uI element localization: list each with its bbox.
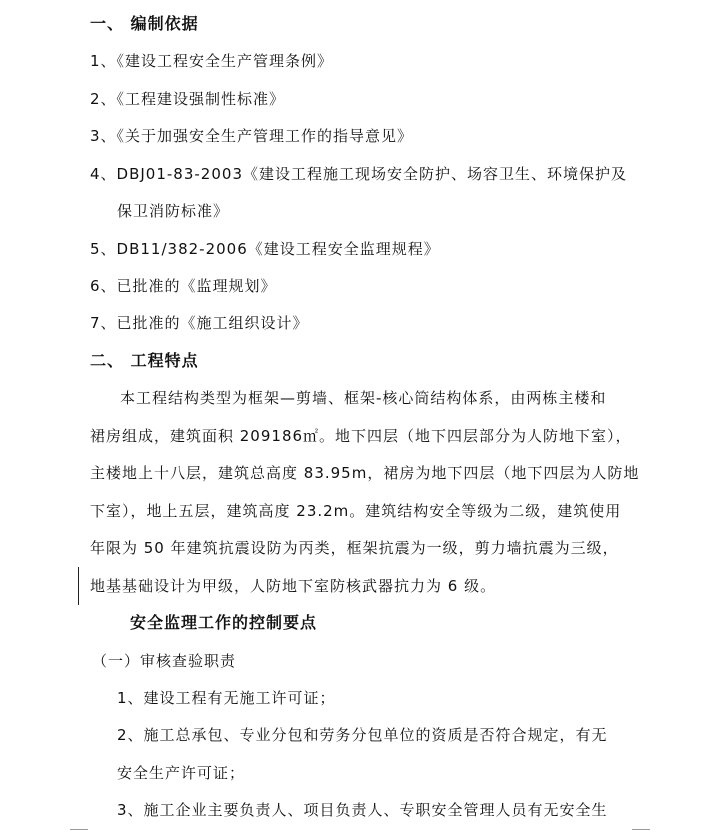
basis-item-7: 7、已批准的《施工组织设计》 (90, 314, 309, 332)
features-paragraph-line-2: 裙房组成，建筑面积 209186㎡。地下四层（地下四层部分为人防地下室）， (90, 427, 632, 445)
control-item-1: 1、建设工程有无施工许可证； (117, 689, 336, 707)
basis-item-3: 3、《关于加强安全生产管理工作的指导意见》 (90, 127, 414, 145)
basis-item-2: 2、《工程建设强制性标准》 (90, 90, 286, 108)
features-paragraph-line-4: 下室），地上五层，建筑高度 23.2m。建筑结构安全等级为二级，建筑使用 (90, 502, 622, 520)
basis-item-1: 1、《建设工程安全生产管理条例》 (90, 52, 334, 70)
control-item-3: 3、施工企业主要负责人、项目负责人、专职安全管理人员有无安全生 (117, 801, 608, 819)
basis-item-4: 4、DBJ01-83-2003《建设工程施工现场安全防护、场容卫生、环境保护及 (90, 165, 627, 183)
control-item-2: 2、施工总承包、专业分包和劳务分包单位的资质是否符合规定，有无 (117, 726, 608, 744)
basis-item-6: 6、已批准的《监理规划》 (90, 277, 277, 295)
section-heading-features: 二、 工程特点 (90, 351, 199, 370)
basis-item-4-continued: 保卫消防标准》 (117, 202, 230, 220)
section-heading-basis: 一、 编制依据 (90, 14, 199, 33)
page-corner-mark-right (632, 829, 650, 830)
section-heading-control-points: 安全监理工作的控制要点 (130, 613, 318, 632)
features-paragraph-line-5: 年限为 50 年建筑抗震设防为丙类，框架抗震为一级，剪力墙抗震为三级， (90, 539, 619, 557)
control-item-2-continued: 安全生产许可证； (117, 764, 246, 782)
subheading-review-duties: （一）审核查验职责 (92, 652, 237, 670)
features-paragraph-line-6: 地基基础设计为甲级，人防地下室防核武器抗力为 6 级。 (90, 577, 497, 595)
features-paragraph-line-1: 本工程结构类型为框架—剪墙、框架-核心筒结构体系，由两栋主楼和 (120, 389, 607, 407)
features-paragraph-line-3: 主楼地上十八层，建筑总高度 83.95m，裙房为地下四层（地下四层为人防地 (90, 464, 640, 482)
basis-item-5: 5、DB11/382-2006《建设工程安全监理规程》 (90, 240, 440, 258)
text-cursor-bar (78, 567, 79, 605)
page-corner-mark-left (70, 829, 88, 830)
